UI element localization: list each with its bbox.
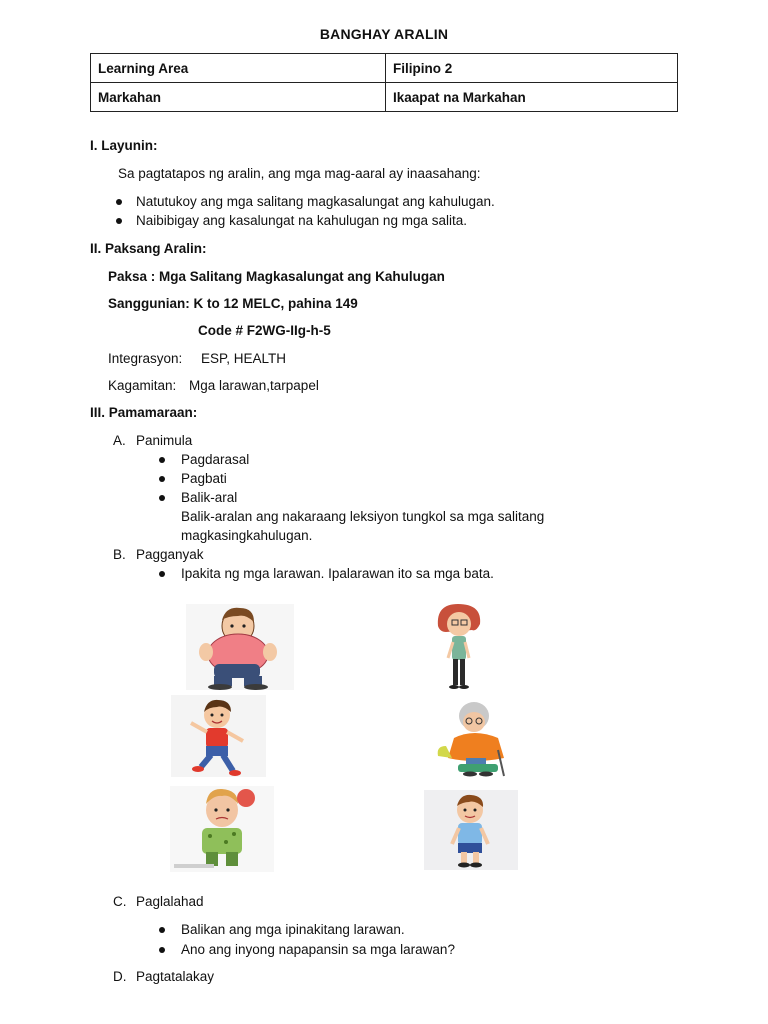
table-cell-value: Filipino 2 (386, 54, 678, 83)
step-letter-d: D. (113, 969, 127, 984)
integrasyon-value: ESP, HEALTH (201, 351, 287, 366)
step-title-pagtatalakay: Pagtatalakay (136, 969, 215, 984)
integrasyon-label: Integrasyon: (108, 351, 183, 366)
section-heading-pamamaraan: III. Pamamaraan: (90, 405, 198, 420)
fat-boy-illustration (186, 604, 294, 690)
panimula-bullet: Pagdarasal (181, 452, 250, 467)
table-cell-label: Markahan (91, 83, 386, 112)
thin-girl-illustration (432, 602, 488, 690)
section-heading-paksang-aralin: II. Paksang Aralin: (90, 241, 207, 256)
step-letter-b: B. (113, 547, 126, 562)
bullet-icon (159, 495, 165, 501)
kagamitan-label: Kagamitan: (108, 378, 177, 393)
old-woman-illustration (428, 698, 522, 778)
balik-aral-note: magkasingkahulugan. (181, 528, 313, 543)
table-row (91, 54, 678, 83)
sanggunian-line: Sanggunian: K to 12 MELC, pahina 149 (108, 296, 358, 311)
document-title: BANGHAY ARALIN (319, 26, 449, 42)
paglalahad-bullet: Balikan ang mga ipinakitang larawan. (181, 922, 405, 937)
layunin-intro: Sa pagtatapos ng aralin, ang mga mag-aaral ay inaasahang: (118, 166, 481, 181)
jumping-boy-illustration (171, 695, 266, 777)
kagamitan-value: Mga larawan,tarpapel (189, 378, 319, 393)
step-title-panimula: Panimula (136, 433, 193, 448)
bullet-icon (116, 199, 122, 205)
table-cell-label: Learning Area (91, 54, 386, 83)
sick-boy-illustration (170, 786, 274, 872)
panimula-bullet: Balik-aral (181, 490, 238, 505)
healthy-boy-illustration (424, 790, 518, 870)
table-cell-value: Ikaapat na Markahan (386, 83, 678, 112)
layunin-bullet: Naibibigay ang kasalungat na kahulugan ng mga salita. (136, 213, 467, 228)
table-row (91, 83, 678, 112)
bullet-icon (159, 947, 165, 953)
balik-aral-note: Balik-aralan ang nakaraang leksiyon tungkol sa mga salitang (181, 509, 545, 524)
paglalahad-bullet: Ano ang inyong napapansin sa mga larawan? (181, 942, 455, 957)
info-table (90, 53, 678, 112)
bullet-icon (116, 218, 122, 224)
pagganyak-bullet: Ipakita ng mga larawan. Ipalarawan ito sa mga bata. (181, 566, 494, 581)
bullet-icon (159, 457, 165, 463)
code-line: Code # F2WG-IIg-h-5 (198, 323, 331, 338)
bullet-icon (159, 927, 165, 933)
step-title-pagganyak: Pagganyak (136, 547, 204, 562)
section-heading-layunin: I. Layunin: (90, 138, 158, 153)
bullet-icon (159, 476, 165, 482)
panimula-bullet: Pagbati (181, 471, 227, 486)
step-letter-a: A. (113, 433, 126, 448)
paksa-line: Paksa : Mga Salitang Magkasalungat ang Kahulugan (108, 269, 445, 284)
step-title-paglalahad: Paglalahad (136, 894, 204, 909)
layunin-bullet: Natutukoy ang mga salitang magkasalungat ang kahulugan. (136, 194, 495, 209)
bullet-icon (159, 571, 165, 577)
step-letter-c: C. (113, 894, 127, 909)
